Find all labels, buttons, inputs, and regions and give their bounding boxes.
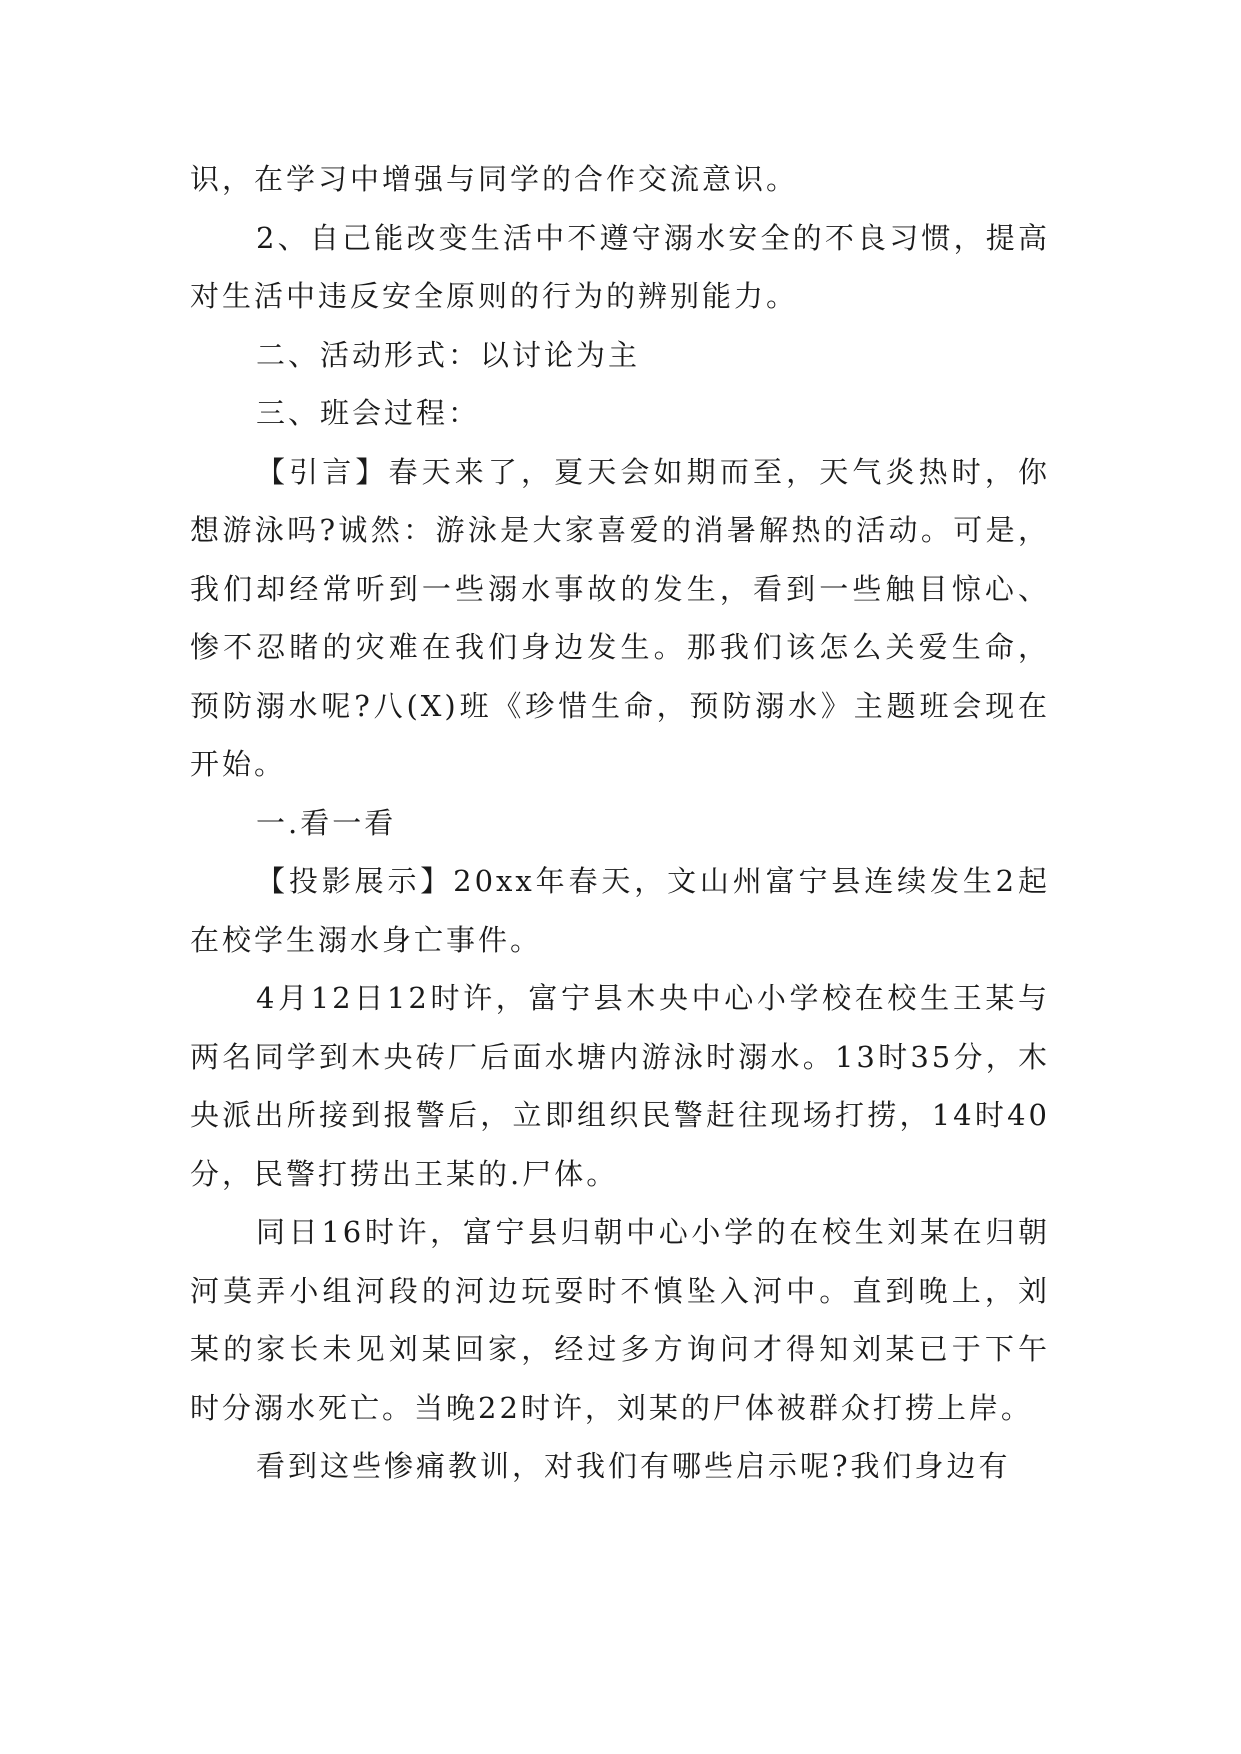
paragraph-9: 同日16时许，富宁县归朝中心小学的在校生刘某在归朝河莫弄小组河段的河边玩耍时不慎坠入河中。直到晚上，刘某的家长未见刘某回家，经过多方询问才得知刘某已于下午时分溺水死亡。当晚22时许，刘某的尸体被群众打捞上岸。 <box>190 1215 1050 1425</box>
paragraph-2: 2、自己能改变生活中不遵守溺水安全的不良习惯，提高对生活中违反安全原则的行为的辨别能力。 <box>190 220 1050 313</box>
document-body <box>190 150 1050 1496</box>
paragraph-10: 看到这些惨痛教训，对我们有哪些启示呢?我们身边有 <box>256 1449 1011 1483</box>
paragraph-3: 二、活动形式：以讨论为主 <box>256 337 641 372</box>
paragraph-5: 【引言】春天来了，夏天会如期而至，天气炎热时，你想游泳吗?诚然：游泳是大家喜爱的消暑解热的活动。可是，我们却经常听到一些溺水事故的发生，看到一些触目惊心、惨不忍睹的灾难在我们身边发生。那我们该怎么关爱生命，预防溺水呢?八(X)班《珍惜生命，预防溺水》主题班会现在开始。 <box>190 454 1050 781</box>
paragraph-6: 一.看一看 <box>256 805 397 840</box>
paragraph-8: 4月12日12时许，富宁县木央中心小学校在校生王某与两名同学到木央砖厂后面水塘内游泳时溺水。13时35分，木央派出所接到报警后，立即组织民警赶往现场打捞，14时40分，民警打捞出王某的.尸体。 <box>190 981 1050 1191</box>
paragraph-7: 【投影展示】20xx年春天，文山州富宁县连续发生2起在校学生溺水身亡事件。 <box>190 864 1050 957</box>
paragraph-4: 三、班会过程： <box>256 396 481 430</box>
paragraph-1: 识，在学习中增强与同学的合作交流意识。 <box>190 162 799 196</box>
